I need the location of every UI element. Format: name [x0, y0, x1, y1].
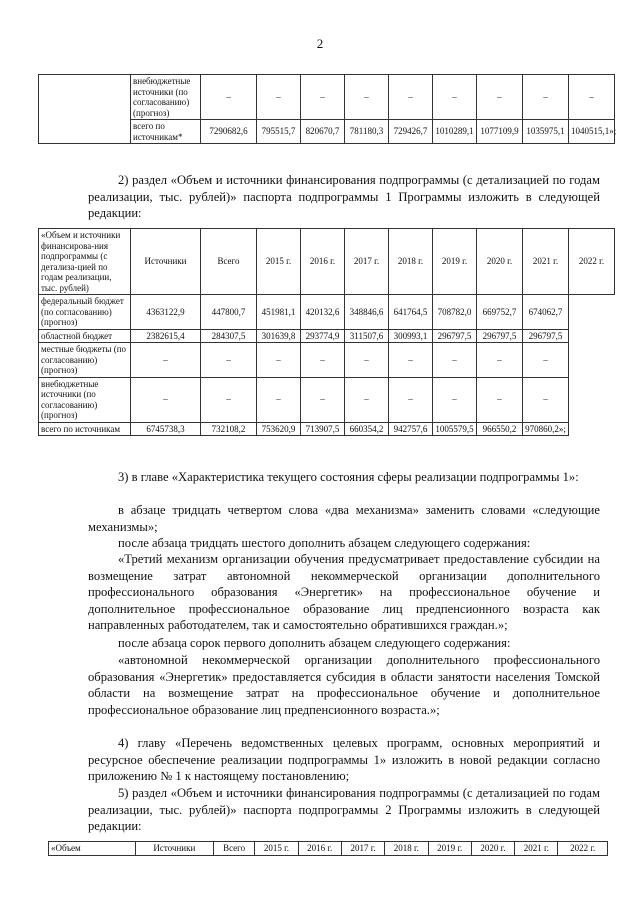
table-row	[39, 377, 615, 422]
value-cell: 729426,7	[389, 120, 433, 144]
column-header: 2016 г.	[301, 229, 345, 295]
value-cell: 300993,1	[389, 329, 433, 343]
value-cell: –	[345, 75, 389, 120]
value-cell: –	[201, 343, 257, 378]
value-cell: 942757,6	[389, 422, 433, 436]
paragraph: 4) главу «Перечень ведомственных целевых программ, основных мероприятий и ресурсное обеспечение реализации подпрограммы 1» изложить в новой редакции согласно приложению № 1 к настоящему постановлению;	[88, 736, 600, 784]
column-header: Источники	[131, 229, 201, 295]
value-cell: 641764,5	[389, 295, 433, 330]
source-cell: всего по источникам*	[131, 120, 201, 144]
source-cell: внебюджетные источники (по согласованию) (прогноз)	[39, 377, 131, 422]
column-header: 2019 г.	[428, 842, 471, 856]
value-cell: –	[389, 343, 433, 378]
column-header: 2022 г.	[569, 229, 615, 295]
column-header: 2018 г.	[385, 842, 428, 856]
table-row	[39, 422, 615, 436]
value-cell: –	[201, 377, 257, 422]
table-row	[39, 343, 615, 378]
value-cell: –	[345, 343, 389, 378]
empty-label-cell	[39, 75, 131, 144]
value-cell: –	[201, 75, 257, 120]
value-cell: 669752,7	[477, 295, 523, 330]
value-cell: 1040515,1»;	[569, 120, 615, 144]
value-cell: –	[257, 377, 301, 422]
value-cell: –	[523, 75, 569, 120]
value-cell: 966550,2	[477, 422, 523, 436]
value-cell: 296797,5	[433, 329, 477, 343]
value-cell: –	[131, 377, 201, 422]
column-header: 2021 г.	[515, 842, 558, 856]
source-cell: местные бюджеты (по согласованию) (прогноз)	[39, 343, 131, 378]
value-cell: –	[257, 75, 301, 120]
value-cell: 713907,5	[301, 422, 345, 436]
paragraph: «Третий механизм организации обучения предусматривает предоставление субсидии на возмещение затрат автономной некоммерческой организации дополнительного профессионального образования «Энергетик» на профессиональное обучение и дополнительное профессиональное образование лиц предпенсионного возраста как направленных работодателем, так и самостоятельно обратившихся граждан.»;	[88, 552, 600, 633]
value-cell: 820670,7	[301, 120, 345, 144]
value-cell: –	[477, 377, 523, 422]
value-cell: 293774,9	[301, 329, 345, 343]
row-label-cell: «Объем	[49, 842, 136, 856]
table-row	[39, 329, 615, 343]
page-number: 2	[316, 36, 324, 51]
column-header: Всего	[201, 229, 257, 295]
column-header: 2017 г.	[345, 229, 389, 295]
value-cell: –	[477, 75, 523, 120]
value-cell: 7290682,6	[201, 120, 257, 144]
value-cell: –	[569, 75, 615, 120]
value-cell: 708782,0	[433, 295, 477, 330]
funding-table-subprogram-1	[38, 228, 615, 436]
value-cell: –	[523, 377, 569, 422]
value-cell: –	[477, 343, 523, 378]
header-row	[49, 842, 608, 856]
table-row	[39, 295, 615, 330]
column-header: 2015 г.	[255, 842, 298, 856]
value-cell: 348846,6	[345, 295, 389, 330]
column-header: 2017 г.	[341, 842, 384, 856]
value-cell: –	[301, 377, 345, 422]
paragraph: после абзаца тридцать шестого дополнить абзацем следующего содержания:	[118, 536, 531, 550]
paragraph: 5) раздел «Объем и источники финансирования подпрограммы (с детализацией по годам реализации, тыс. рублей)» паспорта подпрограммы 2 Программы изложить в следующей редакции:	[88, 786, 600, 834]
value-cell: 2382615,4	[131, 329, 201, 343]
funding-table-subprogram-2	[48, 841, 608, 856]
value-cell: 674062,7	[523, 295, 569, 330]
value-cell: 311507,6	[345, 329, 389, 343]
value-cell: –	[523, 343, 569, 378]
value-cell: –	[433, 75, 477, 120]
value-cell: –	[389, 75, 433, 120]
value-cell: 732108,2	[201, 422, 257, 436]
funding-table-continued	[38, 74, 615, 144]
value-cell: 296797,5	[477, 329, 523, 343]
column-header: 2021 г.	[523, 229, 569, 295]
value-cell: 970860,2»;	[523, 422, 569, 436]
value-cell: 795515,7	[257, 120, 301, 144]
paragraph: в абзаце тридцать четвертом слова «два механизма» заменить словами «следующие механизмы»;	[88, 503, 600, 534]
value-cell: 6745738,3	[131, 422, 201, 436]
value-cell: 447800,7	[201, 295, 257, 330]
paragraph: после абзаца сорок первого дополнить абзацем следующего содержания:	[118, 636, 511, 650]
column-header: 2022 г.	[558, 842, 608, 856]
header-row	[39, 229, 615, 295]
value-cell: –	[257, 343, 301, 378]
value-cell: 1077109,9	[477, 120, 523, 144]
source-cell: областной бюджет	[39, 329, 131, 343]
value-cell: –	[301, 75, 345, 120]
paragraph: 3) в главе «Характеристика текущего состояния сферы реализации подпрограммы 1»:	[118, 470, 579, 484]
value-cell: 420132,6	[301, 295, 345, 330]
value-cell: 4363122,9	[131, 295, 201, 330]
value-cell: 1010289,1	[433, 120, 477, 144]
value-cell: –	[345, 377, 389, 422]
column-header: 2018 г.	[389, 229, 433, 295]
row-label-cell: «Объем и источники финансирова-ния подпрограммы (с детализа-цией по годам реализации, тыс. рублей)	[39, 229, 131, 295]
column-header: 2016 г.	[298, 842, 341, 856]
value-cell: 451981,1	[257, 295, 301, 330]
column-header: 2020 г.	[477, 229, 523, 295]
source-cell: федеральный бюджет (по согласованию) (прогноз)	[39, 295, 131, 330]
table-row	[39, 75, 615, 120]
value-cell: –	[131, 343, 201, 378]
value-cell: 781180,3	[345, 120, 389, 144]
value-cell: 1005579,5	[433, 422, 477, 436]
value-cell: 284307,5	[201, 329, 257, 343]
value-cell: –	[389, 377, 433, 422]
value-cell: –	[433, 343, 477, 378]
column-header: 2019 г.	[433, 229, 477, 295]
source-cell: внебюджетные источники (по согласованию) (прогноз)	[131, 75, 201, 120]
value-cell: –	[433, 377, 477, 422]
value-cell: –	[301, 343, 345, 378]
value-cell: 296797,5	[523, 329, 569, 343]
column-header: 2020 г.	[471, 842, 514, 856]
paragraph: 2) раздел «Объем и источники финансирования подпрограммы (с детализацией по годам реализации, тыс. рублей)» паспорта подпрограммы 1 Программы изложить в следующей редакции:	[88, 173, 600, 221]
value-cell: 301639,8	[257, 329, 301, 343]
column-header: Источники	[135, 842, 213, 856]
value-cell: 660354,2	[345, 422, 389, 436]
paragraph: «автономной некоммерческой организации дополнительного профессионального образования «Энергетик» предоставляется субсидия в области занятости населения Томской области на возмещение затрат на профессиональное обучение и дополнительное профессиональное образование лиц предпенсионного возраста.»;	[88, 653, 600, 717]
value-cell: 1035975,1	[523, 120, 569, 144]
value-cell: 753620,9	[257, 422, 301, 436]
column-header: Всего	[214, 842, 255, 856]
source-cell: всего по источникам	[39, 422, 131, 436]
column-header: 2015 г.	[257, 229, 301, 295]
